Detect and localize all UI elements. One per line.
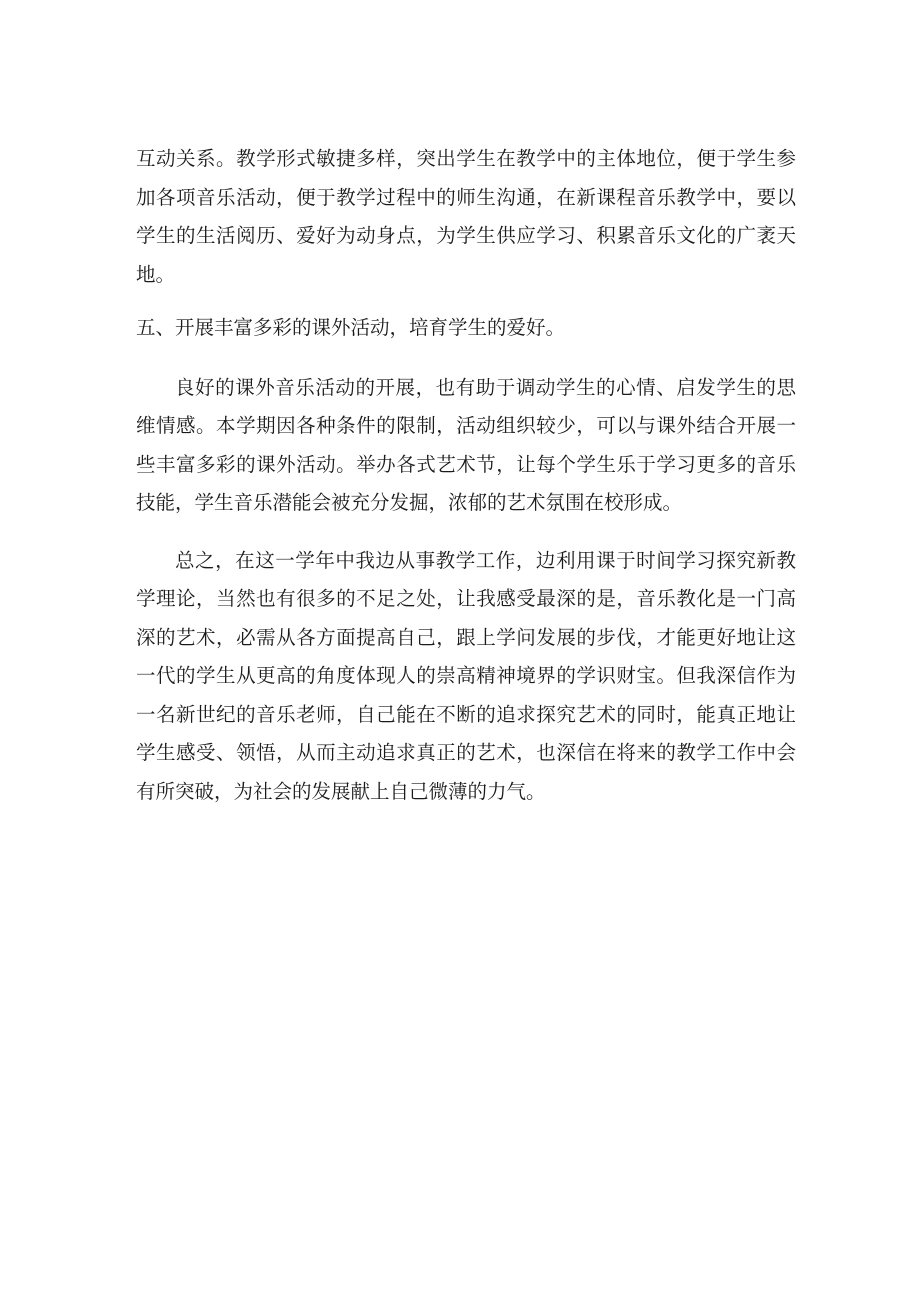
section-heading-five: 五、开展丰富多彩的课外活动，培育学生的爱好。 — [136, 316, 566, 339]
document-page — [136, 140, 796, 811]
paragraph-extracurricular: 良好的课外音乐活动的开展，也有助于调动学生的心情、启发学生的思维情感。本学期因各种条件的限制，活动组织较少，可以与课外结合开展一些丰富多彩的课外活动。举办各式艺术节，让每个学生乐于学习更多的音乐技能，学生音乐潜能会被充分发掘，浓郁的艺术氛围在校形成。 — [136, 375, 796, 514]
paragraph-continuation: 互动关系。教学形式敏捷多样，突出学生在教学中的主体地位，便于学生参加各项音乐活动，便于教学过程中的师生沟通，在新课程音乐教学中，要以学生的生活阅历、爱好为动身点，为学生供应学习、积累音乐文化的广袤天地。 — [136, 147, 796, 286]
paragraph-conclusion: 总之，在这一学年中我边从事教学工作，边利用课于时间学习探究新教学理论，当然也有很多的不足之处，让我感受最深的是，音乐教化是一门高深的艺术，必需从各方面提高自己，跟上学问发展的步伐，才能更好地让这一代的学生从更高的角度体现人的崇高精神境界的学识财宝。但我深信作为一名新世纪的音乐老师，自己能在不断的追求探究艺术的同时，能真正地让学生感受、领悟，从而主动追求真正的艺术，也深信在将来的教学工作中会有所突破，为社会的发展献上自己微薄的力气。 — [136, 548, 796, 803]
